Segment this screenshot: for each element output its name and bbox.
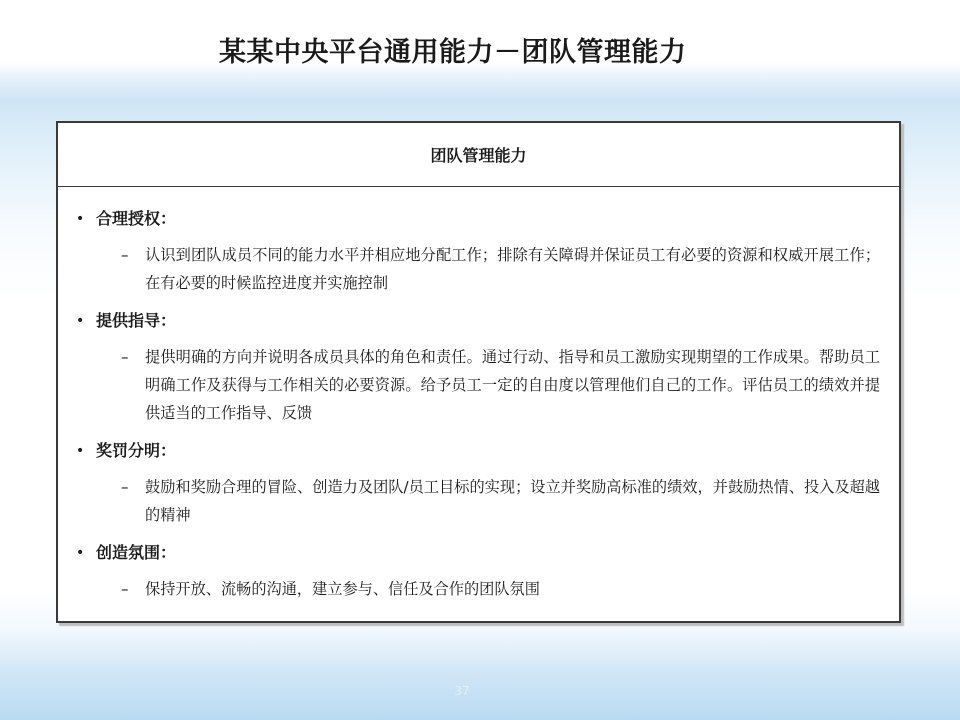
section-delegation: [58, 205, 899, 297]
description-row: [58, 473, 899, 529]
description-row: [58, 575, 899, 603]
slide-title: 某某中央平台通用能力－团队管理能力: [219, 37, 687, 68]
section-guidance: [58, 307, 899, 427]
section-description: 保持开放、流畅的沟通，建立参与、信任及合作的团队氛围: [145, 580, 540, 598]
section-label: 奖罚分明：: [96, 441, 177, 460]
section-description: 提供明确的方向并说明各成员具体的角色和责任。通过行动、指导和员工激励实现期望的工作成果。帮助员工明确工作及获得与工作相关的必要资源。给予员工一定的自由度以管理他们自己的工作。评估员工的绩效并提供适当的工作指导、反馈: [145, 348, 880, 422]
bullet-row: [58, 437, 899, 465]
section-rewards: [58, 437, 899, 529]
bullet-dot-icon: •: [76, 211, 85, 227]
bullet-row: [58, 205, 899, 233]
section-label: 创造氛围：: [96, 543, 177, 562]
section-description: 认识到团队成员不同的能力水平并相应地分配工作；排除有关障碍并保证员工有必要的资源和权威开展工作；在有必要的时候监控进度并实施控制: [145, 246, 880, 292]
content-box: [56, 121, 901, 623]
bullet-dot-icon: •: [76, 545, 85, 561]
dash-icon: –: [121, 580, 129, 598]
description-row: [58, 241, 899, 297]
section-label: 提供指导：: [96, 311, 177, 330]
bullet-row: [58, 539, 899, 567]
section-label: 合理授权：: [96, 209, 177, 228]
dash-icon: –: [121, 478, 129, 496]
section-atmosphere: [58, 539, 899, 603]
dash-icon: –: [121, 246, 129, 264]
bullet-row: [58, 307, 899, 335]
bullet-dot-icon: •: [76, 313, 85, 329]
box-header: 团队管理能力: [58, 123, 899, 187]
description-row: [58, 343, 899, 427]
dash-icon: –: [121, 348, 129, 366]
page-number: 37: [454, 684, 470, 698]
bullet-dot-icon: •: [76, 443, 85, 459]
section-description: 鼓励和奖励合理的冒险、创造力及团队/员工目标的实现；设立并奖励高标准的绩效，并鼓励热情、投入及超越的精神: [145, 478, 880, 524]
box-body: [58, 187, 899, 603]
